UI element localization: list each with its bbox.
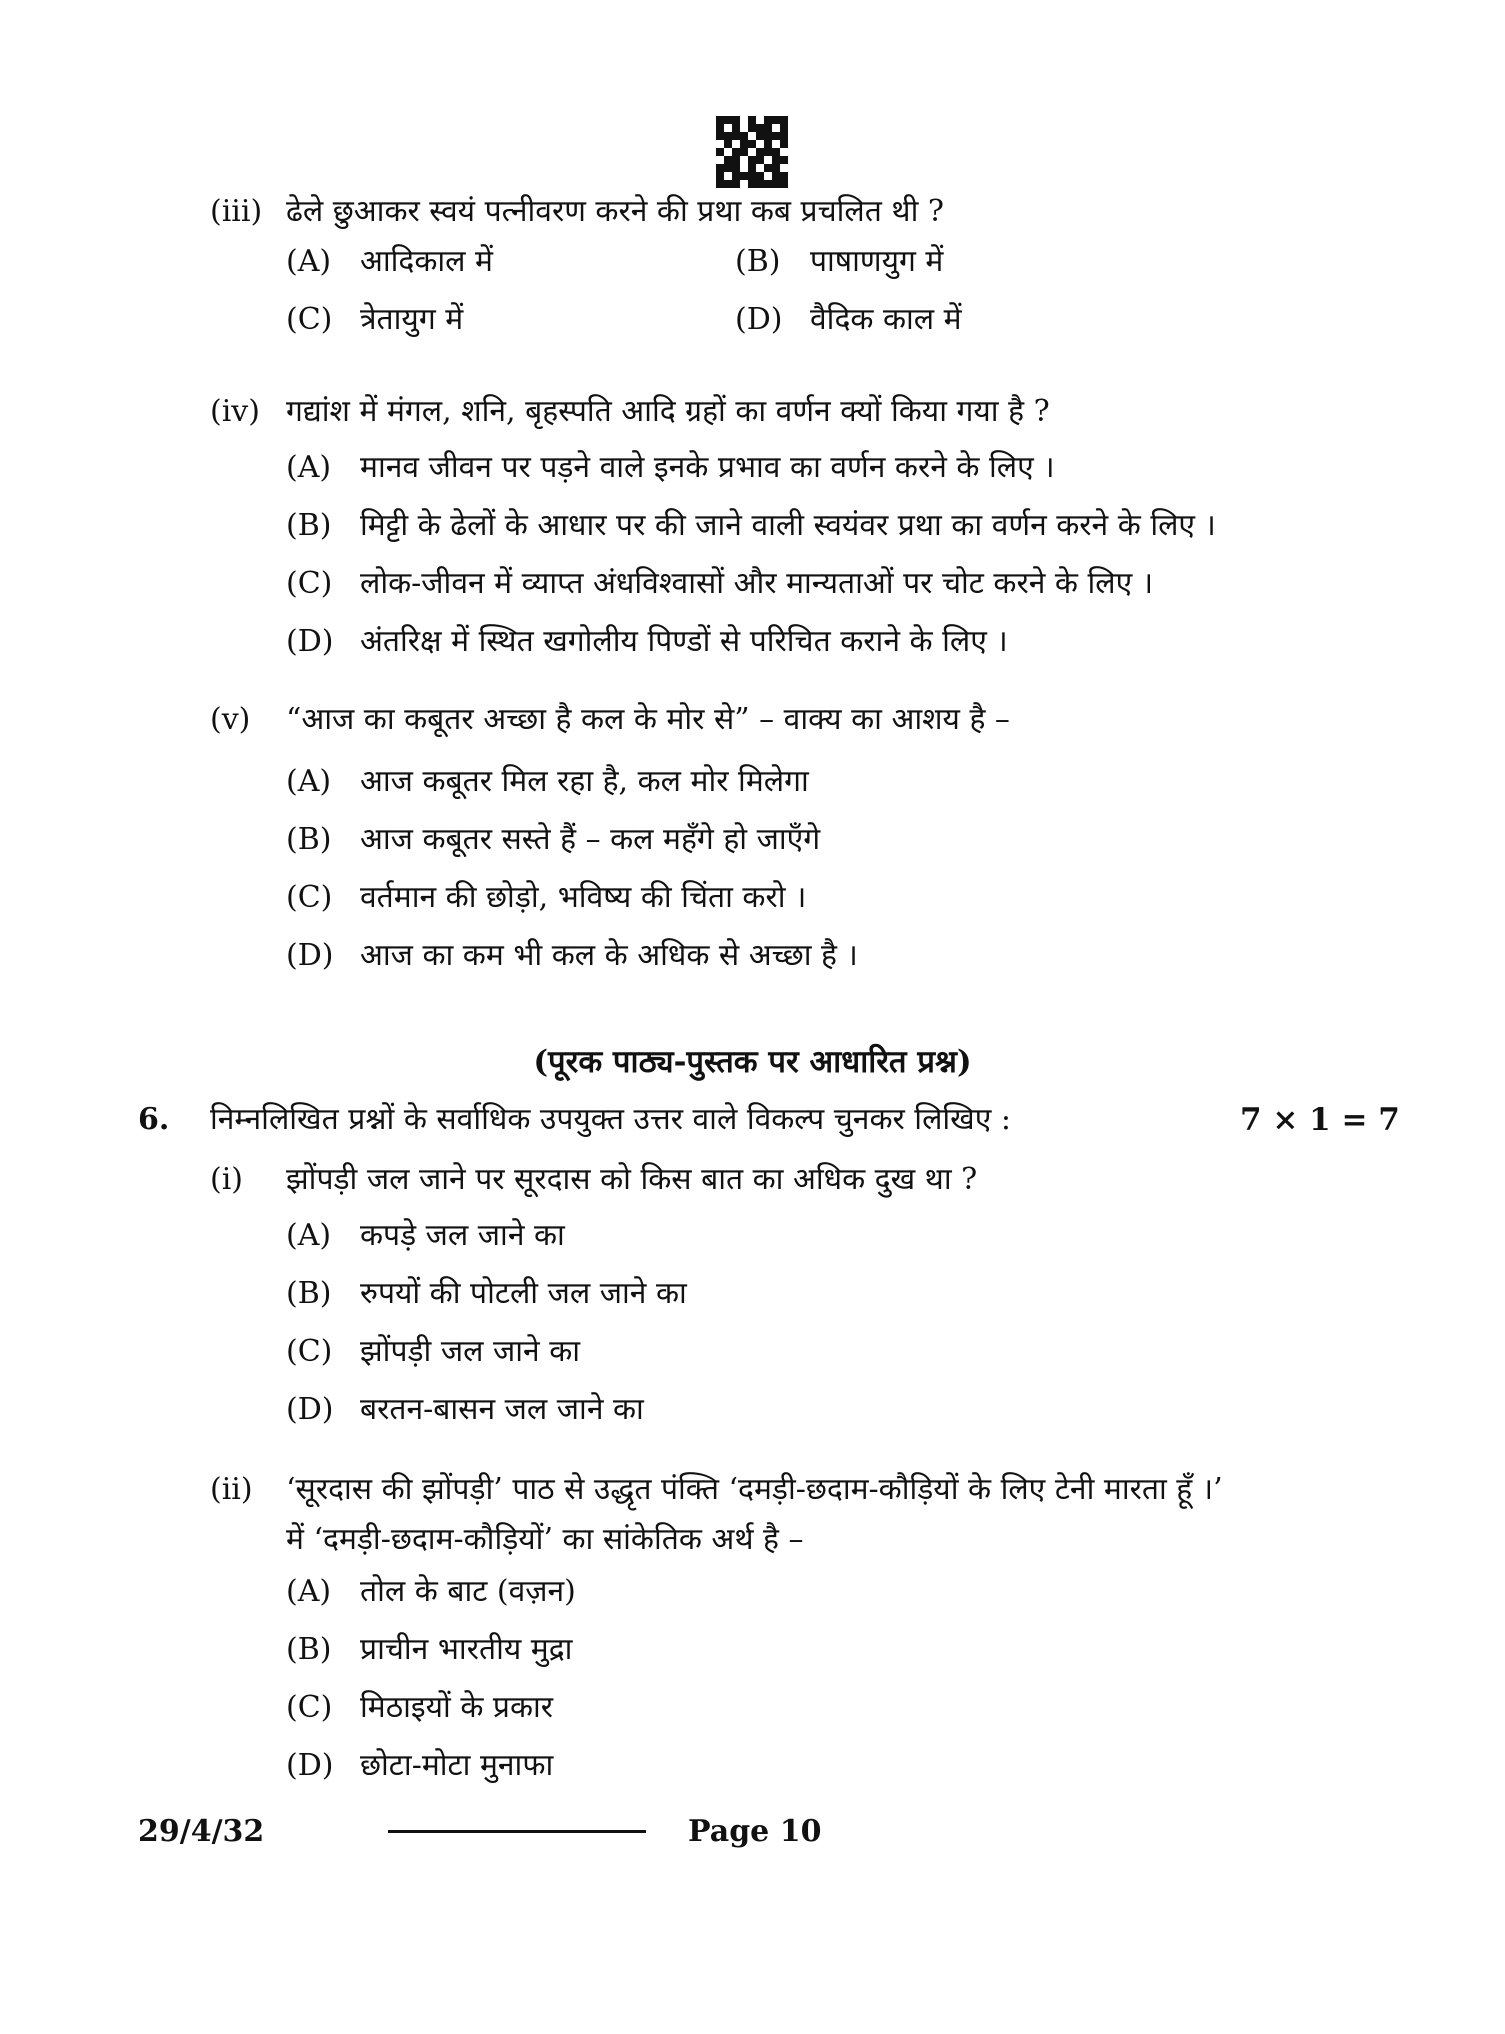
- question-text: में ‘दमड़ी-छदाम-कौड़ियों’ का सांकेतिक अर्थ है –: [286, 1522, 804, 1557]
- option-label: (D): [286, 938, 334, 973]
- footer-divider: [388, 1830, 646, 1833]
- question-text: निम्नलिखित प्रश्नों के सर्वाधिक उपयुक्त उत्तर वाले विकल्प चुनकर लिखिए :: [210, 1102, 1011, 1137]
- option-label: (A): [286, 1218, 332, 1253]
- option-text: आज कबूतर मिल रहा है, कल मोर मिलेगा: [360, 764, 809, 799]
- marks-label: 7 × 1 = 7: [1240, 1102, 1400, 1138]
- option-text: झोंपड़ी जल जाने का: [360, 1334, 581, 1369]
- option-text: त्रेतायुग में: [360, 302, 464, 337]
- option-label: (C): [286, 1334, 333, 1369]
- option-label: (D): [735, 302, 783, 337]
- option-label: (B): [286, 1276, 332, 1311]
- option-label: (C): [286, 880, 333, 915]
- option-label: (A): [286, 764, 332, 799]
- question-number: (iv): [210, 394, 260, 429]
- question-text: ढेले छुआकर स्वयं पत्नीवरण करने की प्रथा कब प्रचलित थी ?: [286, 194, 944, 229]
- question-text: “आज का कबूतर अच्छा है कल के मोर से” – वाक्य का आशय है –: [286, 702, 1010, 737]
- option-text: रुपयों की पोटली जल जाने का: [360, 1276, 687, 1311]
- option-text: मिठाइयों के प्रकार: [360, 1690, 554, 1725]
- option-text: मिट्टी के ढेलों के आधार पर की जाने वाली स्वयंवर प्रथा का वर्णन करने के लिए ।: [360, 508, 1216, 543]
- option-text: अंतरिक्ष में स्थित खगोलीय पिण्डों से परिचित कराने के लिए ।: [360, 624, 1008, 659]
- option-text: कपड़े जल जाने का: [360, 1218, 565, 1253]
- question-number: (iii): [210, 194, 263, 229]
- option-label: (C): [286, 302, 333, 337]
- option-label: (A): [286, 244, 332, 279]
- option-text: छोटा-मोटा मुनाफा: [360, 1748, 554, 1783]
- option-text: आदिकाल में: [360, 244, 493, 279]
- option-text: वैदिक काल में: [810, 302, 962, 337]
- question-number: (ii): [210, 1472, 253, 1507]
- option-text: आज कबूतर सस्ते हैं – कल महँगे हो जाएँगे: [360, 822, 821, 857]
- option-label: (B): [286, 822, 332, 857]
- page-number: Page 10: [688, 1814, 822, 1849]
- question-number: (i): [210, 1162, 244, 1197]
- option-label: (A): [286, 450, 332, 485]
- question-text: गद्यांश में मंगल, शनि, बृहस्पति आदि ग्रहों का वर्णन क्यों किया गया है ?: [286, 394, 1050, 429]
- option-text: तोल के बाट (वज़न): [360, 1574, 576, 1609]
- option-label: (A): [286, 1574, 332, 1609]
- option-text: प्राचीन भारतीय मुद्रा: [360, 1632, 573, 1667]
- option-text: लोक-जीवन में व्याप्त अंधविश्वासों और मान्यताओं पर चोट करने के लिए ।: [360, 566, 1154, 601]
- question-number: 6.: [138, 1102, 170, 1137]
- option-label: (D): [286, 1392, 334, 1427]
- section-heading: (पूरक पाठ्य-पुस्तक पर आधारित प्रश्न): [533, 1044, 972, 1080]
- paper-code: 29/4/32: [138, 1814, 265, 1849]
- option-label: (B): [735, 244, 781, 279]
- option-text: वर्तमान की छोड़ो, भविष्य की चिंता करो ।: [360, 880, 807, 915]
- option-text: बरतन-बासन जल जाने का: [360, 1392, 644, 1427]
- option-label: (C): [286, 1690, 333, 1725]
- option-label: (B): [286, 508, 332, 543]
- option-text: आज का कम भी कल के अधिक से अच्छा है ।: [360, 938, 858, 973]
- qr-code-icon: [716, 116, 788, 188]
- question-number: (v): [210, 702, 251, 737]
- option-text: मानव जीवन पर पड़ने वाले इनके प्रभाव का वर्णन करने के लिए ।: [360, 450, 1055, 485]
- option-text: पाषाणयुग में: [810, 244, 944, 279]
- option-label: (D): [286, 1748, 334, 1783]
- question-text: झोंपड़ी जल जाने पर सूरदास को किस बात का अधिक दुख था ?: [286, 1162, 978, 1197]
- option-label: (B): [286, 1632, 332, 1667]
- option-label: (C): [286, 566, 333, 601]
- option-label: (D): [286, 624, 334, 659]
- question-text: ‘सूरदास की झोंपड़ी’ पाठ से उद्धृत पंक्ति ‘दमड़ी-छदाम-कौड़ियों के लिए टेनी मारता हूँ ।’: [286, 1472, 1223, 1507]
